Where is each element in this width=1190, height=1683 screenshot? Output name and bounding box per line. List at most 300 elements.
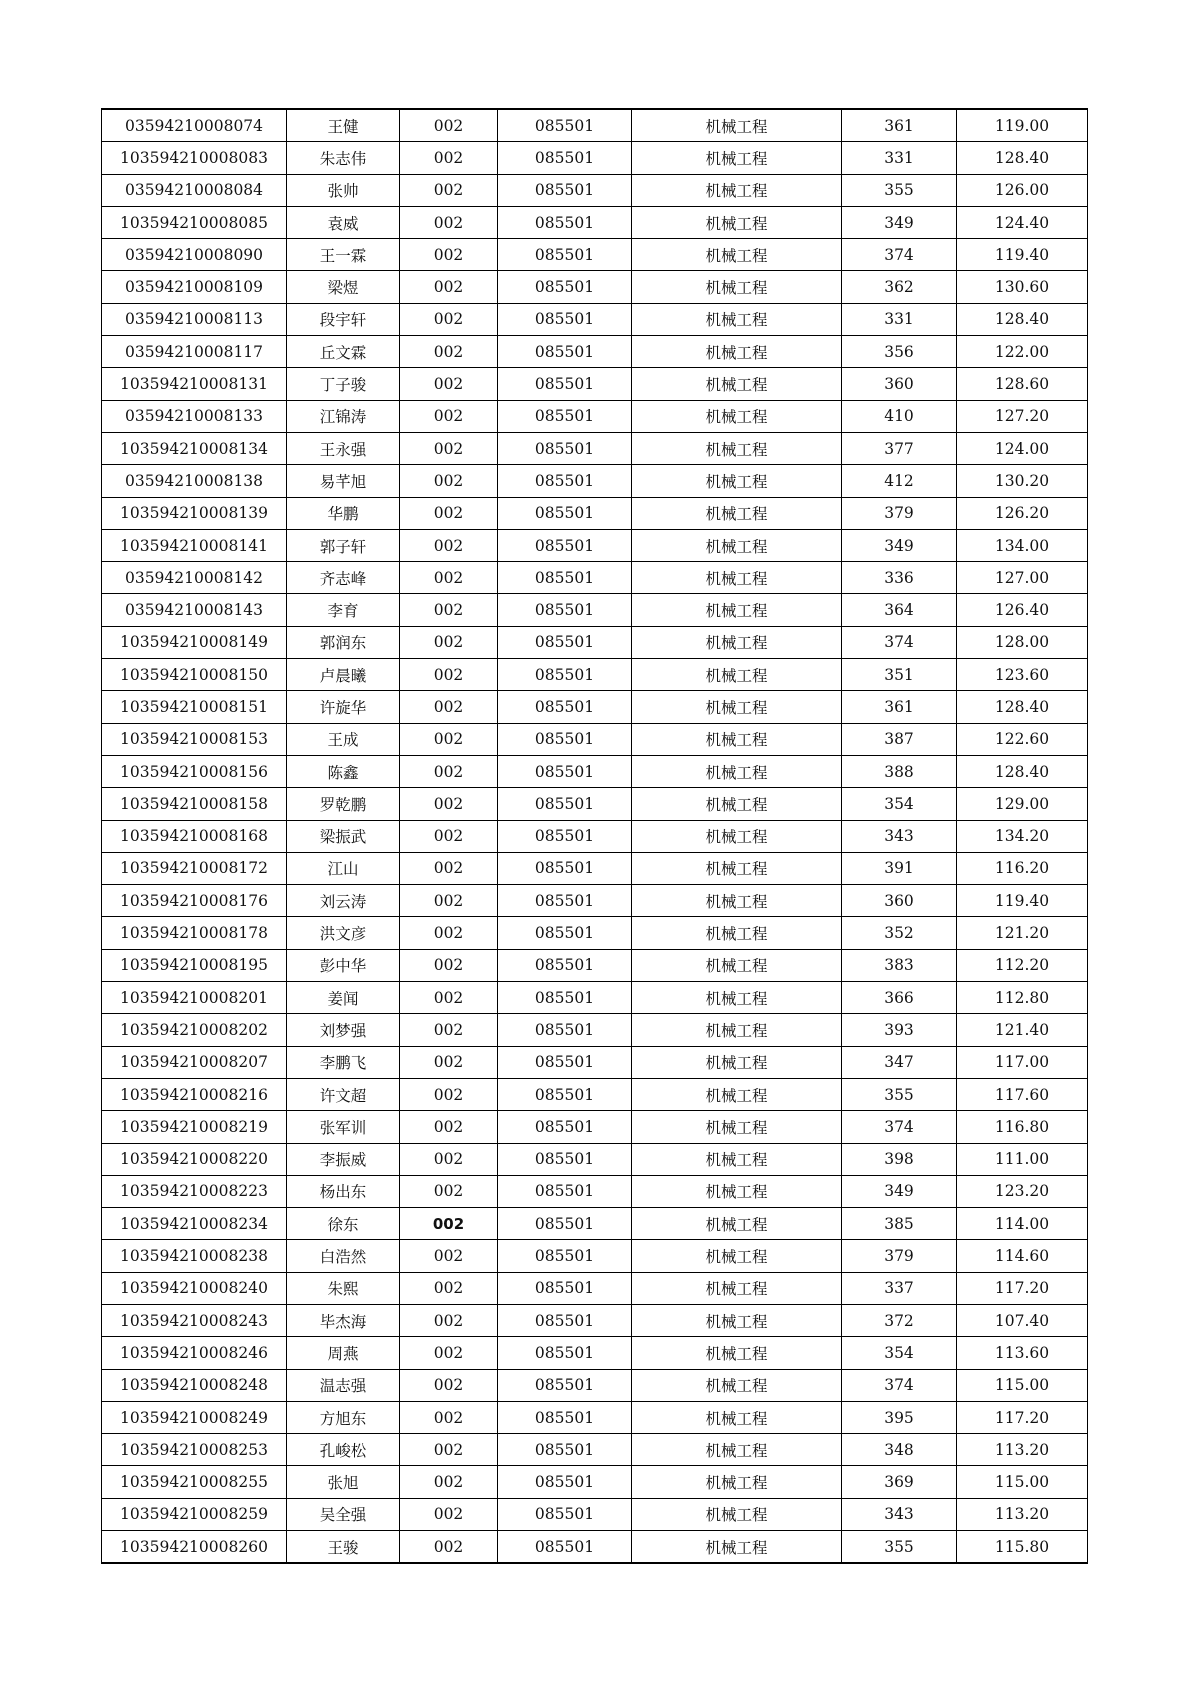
table-row xyxy=(102,271,1088,303)
score-cell: 348 xyxy=(842,1434,957,1466)
major-cell: 机械工程 xyxy=(632,303,842,335)
score-cell: 410 xyxy=(842,400,957,432)
table-row xyxy=(102,659,1088,691)
major-code-cell: 085501 xyxy=(498,1434,632,1466)
table-row xyxy=(102,626,1088,658)
table-row xyxy=(102,820,1088,852)
table-row xyxy=(102,1111,1088,1143)
candidate-id-cell: 103594210008085 xyxy=(102,206,287,238)
code-cell: 002 xyxy=(400,1369,498,1401)
code-cell: 002 xyxy=(400,109,498,142)
major-cell: 机械工程 xyxy=(632,1111,842,1143)
candidate-id-cell: 103594210008238 xyxy=(102,1240,287,1272)
score2-cell: 123.60 xyxy=(957,659,1088,691)
code-cell: 002 xyxy=(400,1272,498,1304)
name-cell: 朱熙 xyxy=(287,1272,400,1304)
code-cell: 002 xyxy=(400,1111,498,1143)
score-cell: 361 xyxy=(842,691,957,723)
code-cell: 002 xyxy=(400,788,498,820)
score-cell: 336 xyxy=(842,562,957,594)
major-cell: 机械工程 xyxy=(632,271,842,303)
table-row xyxy=(102,594,1088,626)
candidate-id-cell: 103594210008150 xyxy=(102,659,287,691)
score-cell: 331 xyxy=(842,142,957,174)
candidate-id-cell: 103594210008178 xyxy=(102,917,287,949)
major-cell: 机械工程 xyxy=(632,723,842,755)
score2-cell: 126.20 xyxy=(957,497,1088,529)
major-code-cell: 085501 xyxy=(498,432,632,464)
score-cell: 393 xyxy=(842,1014,957,1046)
major-code-cell: 085501 xyxy=(498,529,632,561)
major-cell: 机械工程 xyxy=(632,626,842,658)
major-code-cell: 085501 xyxy=(498,336,632,368)
table-row xyxy=(102,949,1088,981)
major-code-cell: 085501 xyxy=(498,1272,632,1304)
candidate-id-cell: 103594210008249 xyxy=(102,1401,287,1433)
major-code-cell: 085501 xyxy=(498,497,632,529)
major-cell: 机械工程 xyxy=(632,1078,842,1110)
score2-cell: 127.00 xyxy=(957,562,1088,594)
code-cell: 002 xyxy=(400,885,498,917)
name-cell: 姜闻 xyxy=(287,982,400,1014)
major-code-cell: 085501 xyxy=(498,1111,632,1143)
major-cell: 机械工程 xyxy=(632,239,842,271)
score-cell: 398 xyxy=(842,1143,957,1175)
score-cell: 374 xyxy=(842,1369,957,1401)
name-cell: 周燕 xyxy=(287,1337,400,1369)
score2-cell: 123.20 xyxy=(957,1175,1088,1207)
score2-cell: 126.40 xyxy=(957,594,1088,626)
name-cell: 陈鑫 xyxy=(287,755,400,787)
score2-cell: 119.40 xyxy=(957,239,1088,271)
major-cell: 机械工程 xyxy=(632,885,842,917)
major-cell: 机械工程 xyxy=(632,1272,842,1304)
candidate-id-cell: 03594210008074 xyxy=(102,109,287,142)
score-cell: 387 xyxy=(842,723,957,755)
major-code-cell: 085501 xyxy=(498,1143,632,1175)
major-cell: 机械工程 xyxy=(632,594,842,626)
major-code-cell: 085501 xyxy=(498,1401,632,1433)
table-row xyxy=(102,174,1088,206)
score-cell: 360 xyxy=(842,885,957,917)
code-cell: 002 xyxy=(400,1143,498,1175)
candidate-id-cell: 103594210008134 xyxy=(102,432,287,464)
code-cell: 002 xyxy=(400,1078,498,1110)
major-cell: 机械工程 xyxy=(632,206,842,238)
score-cell: 388 xyxy=(842,755,957,787)
major-cell: 机械工程 xyxy=(632,336,842,368)
code-cell: 002 xyxy=(400,336,498,368)
score-cell: 383 xyxy=(842,949,957,981)
score2-cell: 117.20 xyxy=(957,1401,1088,1433)
candidate-id-cell: 03594210008142 xyxy=(102,562,287,594)
score2-cell: 117.60 xyxy=(957,1078,1088,1110)
name-cell: 杨出东 xyxy=(287,1175,400,1207)
code-cell: 002 xyxy=(400,1401,498,1433)
score2-cell: 113.20 xyxy=(957,1434,1088,1466)
table-row xyxy=(102,1498,1088,1530)
table-row xyxy=(102,1240,1088,1272)
major-cell: 机械工程 xyxy=(632,788,842,820)
major-cell: 机械工程 xyxy=(632,497,842,529)
name-cell: 刘云涛 xyxy=(287,885,400,917)
name-cell: 李振威 xyxy=(287,1143,400,1175)
code-cell: 002 xyxy=(400,271,498,303)
name-cell: 王一霖 xyxy=(287,239,400,271)
name-cell: 王骏 xyxy=(287,1531,400,1564)
candidate-id-cell: 03594210008138 xyxy=(102,465,287,497)
major-code-cell: 085501 xyxy=(498,949,632,981)
candidate-id-cell: 103594210008223 xyxy=(102,1175,287,1207)
major-code-cell: 085501 xyxy=(498,788,632,820)
candidate-id-cell: 103594210008131 xyxy=(102,368,287,400)
candidate-id-cell: 103594210008149 xyxy=(102,626,287,658)
major-code-cell: 085501 xyxy=(498,206,632,238)
candidate-id-cell: 103594210008195 xyxy=(102,949,287,981)
score-cell: 412 xyxy=(842,465,957,497)
score-cell: 356 xyxy=(842,336,957,368)
major-cell: 机械工程 xyxy=(632,852,842,884)
score2-cell: 130.20 xyxy=(957,465,1088,497)
name-cell: 齐志峰 xyxy=(287,562,400,594)
code-cell: 002 xyxy=(400,400,498,432)
major-cell: 机械工程 xyxy=(632,659,842,691)
candidate-id-cell: 03594210008090 xyxy=(102,239,287,271)
score2-cell: 124.40 xyxy=(957,206,1088,238)
code-cell: 002 xyxy=(400,820,498,852)
candidate-id-cell: 103594210008201 xyxy=(102,982,287,1014)
score2-cell: 116.80 xyxy=(957,1111,1088,1143)
code-cell: 002 xyxy=(400,852,498,884)
name-cell: 温志强 xyxy=(287,1369,400,1401)
major-cell: 机械工程 xyxy=(632,529,842,561)
candidate-id-cell: 103594210008176 xyxy=(102,885,287,917)
score2-cell: 128.60 xyxy=(957,368,1088,400)
score-cell: 343 xyxy=(842,1498,957,1530)
major-cell: 机械工程 xyxy=(632,432,842,464)
table-row xyxy=(102,885,1088,917)
score2-cell: 128.40 xyxy=(957,303,1088,335)
major-cell: 机械工程 xyxy=(632,1143,842,1175)
candidate-id-cell: 103594210008141 xyxy=(102,529,287,561)
score2-cell: 107.40 xyxy=(957,1304,1088,1336)
major-code-cell: 085501 xyxy=(498,1208,632,1240)
table-row xyxy=(102,562,1088,594)
score-cell: 355 xyxy=(842,1531,957,1564)
major-code-cell: 085501 xyxy=(498,594,632,626)
score-cell: 391 xyxy=(842,852,957,884)
score2-cell: 116.20 xyxy=(957,852,1088,884)
table-row xyxy=(102,755,1088,787)
code-cell: 002 xyxy=(400,368,498,400)
major-cell: 机械工程 xyxy=(632,1014,842,1046)
score-cell: 366 xyxy=(842,982,957,1014)
code-cell: 002 xyxy=(400,982,498,1014)
major-code-cell: 085501 xyxy=(498,1498,632,1530)
major-code-cell: 085501 xyxy=(498,174,632,206)
candidate-id-cell: 103594210008255 xyxy=(102,1466,287,1498)
major-cell: 机械工程 xyxy=(632,1369,842,1401)
name-cell: 郭子轩 xyxy=(287,529,400,561)
code-cell: 002 xyxy=(400,659,498,691)
code-cell: 002 xyxy=(400,239,498,271)
table-row xyxy=(102,1337,1088,1369)
major-cell: 机械工程 xyxy=(632,1401,842,1433)
table-row xyxy=(102,852,1088,884)
major-cell: 机械工程 xyxy=(632,691,842,723)
candidate-id-cell: 103594210008234 xyxy=(102,1208,287,1240)
name-cell: 梁煜 xyxy=(287,271,400,303)
code-cell: 002 xyxy=(400,1498,498,1530)
table-row xyxy=(102,1466,1088,1498)
candidate-id-cell: 103594210008216 xyxy=(102,1078,287,1110)
candidate-id-cell: 103594210008219 xyxy=(102,1111,287,1143)
major-cell: 机械工程 xyxy=(632,1531,842,1564)
major-code-cell: 085501 xyxy=(498,1240,632,1272)
candidate-id-cell: 103594210008083 xyxy=(102,142,287,174)
score2-cell: 128.00 xyxy=(957,626,1088,658)
code-cell: 002 xyxy=(400,1466,498,1498)
code-cell: 002 xyxy=(400,1304,498,1336)
major-code-cell: 085501 xyxy=(498,1369,632,1401)
name-cell: 丁子骏 xyxy=(287,368,400,400)
score-cell: 374 xyxy=(842,626,957,658)
candidate-id-cell: 103594210008246 xyxy=(102,1337,287,1369)
major-cell: 机械工程 xyxy=(632,142,842,174)
score2-cell: 113.60 xyxy=(957,1337,1088,1369)
code-cell: 002 xyxy=(400,691,498,723)
score2-cell: 114.00 xyxy=(957,1208,1088,1240)
candidate-id-cell: 103594210008156 xyxy=(102,755,287,787)
score2-cell: 127.20 xyxy=(957,400,1088,432)
candidate-id-cell: 03594210008113 xyxy=(102,303,287,335)
name-cell: 张旭 xyxy=(287,1466,400,1498)
major-cell: 机械工程 xyxy=(632,1337,842,1369)
score-cell: 349 xyxy=(842,206,957,238)
code-cell: 002 xyxy=(400,432,498,464)
name-cell: 李育 xyxy=(287,594,400,626)
candidate-id-cell: 103594210008202 xyxy=(102,1014,287,1046)
name-cell: 江山 xyxy=(287,852,400,884)
name-cell: 郭润东 xyxy=(287,626,400,658)
score-cell: 369 xyxy=(842,1466,957,1498)
major-code-cell: 085501 xyxy=(498,1304,632,1336)
table-row xyxy=(102,206,1088,238)
table-row xyxy=(102,917,1088,949)
name-cell: 丘文霖 xyxy=(287,336,400,368)
score-cell: 377 xyxy=(842,432,957,464)
score2-cell: 122.00 xyxy=(957,336,1088,368)
score2-cell: 115.00 xyxy=(957,1369,1088,1401)
code-cell: 002 xyxy=(400,303,498,335)
candidate-id-cell: 103594210008253 xyxy=(102,1434,287,1466)
admission-score-table xyxy=(101,108,1088,1564)
name-cell: 华鹏 xyxy=(287,497,400,529)
name-cell: 徐东 xyxy=(287,1208,400,1240)
major-cell: 机械工程 xyxy=(632,1434,842,1466)
major-cell: 机械工程 xyxy=(632,1240,842,1272)
code-cell: 002 xyxy=(400,917,498,949)
table-row xyxy=(102,465,1088,497)
major-cell: 机械工程 xyxy=(632,368,842,400)
code-cell: 002 xyxy=(400,1337,498,1369)
table-row xyxy=(102,1143,1088,1175)
score-cell: 354 xyxy=(842,1337,957,1369)
code-cell: 002 xyxy=(400,529,498,561)
candidate-id-cell: 103594210008243 xyxy=(102,1304,287,1336)
name-cell: 方旭东 xyxy=(287,1401,400,1433)
table-row xyxy=(102,303,1088,335)
name-cell: 王永强 xyxy=(287,432,400,464)
major-cell: 机械工程 xyxy=(632,1466,842,1498)
major-code-cell: 085501 xyxy=(498,885,632,917)
table-row xyxy=(102,1434,1088,1466)
candidate-id-cell: 03594210008133 xyxy=(102,400,287,432)
table-row xyxy=(102,691,1088,723)
name-cell: 李鹏飞 xyxy=(287,1046,400,1078)
major-cell: 机械工程 xyxy=(632,174,842,206)
name-cell: 王成 xyxy=(287,723,400,755)
candidate-id-cell: 103594210008151 xyxy=(102,691,287,723)
code-cell: 002 xyxy=(400,594,498,626)
major-cell: 机械工程 xyxy=(632,820,842,852)
major-code-cell: 085501 xyxy=(498,142,632,174)
major-code-cell: 085501 xyxy=(498,852,632,884)
major-cell: 机械工程 xyxy=(632,755,842,787)
score2-cell: 119.40 xyxy=(957,885,1088,917)
table-row xyxy=(102,1531,1088,1564)
major-code-cell: 085501 xyxy=(498,271,632,303)
candidate-id-cell: 103594210008220 xyxy=(102,1143,287,1175)
code-cell: 002 xyxy=(400,1240,498,1272)
code-cell: 002 xyxy=(400,1175,498,1207)
score-cell: 360 xyxy=(842,368,957,400)
table-row xyxy=(102,432,1088,464)
table-body xyxy=(102,109,1088,1563)
candidate-id-cell: 03594210008084 xyxy=(102,174,287,206)
table-row xyxy=(102,1208,1088,1240)
code-cell: 002 xyxy=(400,142,498,174)
major-code-cell: 085501 xyxy=(498,755,632,787)
score-cell: 337 xyxy=(842,1272,957,1304)
score2-cell: 126.00 xyxy=(957,174,1088,206)
table-row xyxy=(102,982,1088,1014)
score2-cell: 134.20 xyxy=(957,820,1088,852)
name-cell: 袁威 xyxy=(287,206,400,238)
major-code-cell: 085501 xyxy=(498,562,632,594)
name-cell: 张帅 xyxy=(287,174,400,206)
major-cell: 机械工程 xyxy=(632,1175,842,1207)
score-cell: 355 xyxy=(842,174,957,206)
score-cell: 349 xyxy=(842,529,957,561)
score2-cell: 128.40 xyxy=(957,755,1088,787)
score-cell: 374 xyxy=(842,239,957,271)
name-cell: 孔峻松 xyxy=(287,1434,400,1466)
major-code-cell: 085501 xyxy=(498,368,632,400)
name-cell: 朱志伟 xyxy=(287,142,400,174)
major-code-cell: 085501 xyxy=(498,303,632,335)
table-row xyxy=(102,1078,1088,1110)
name-cell: 许旋华 xyxy=(287,691,400,723)
score2-cell: 117.20 xyxy=(957,1272,1088,1304)
table-row xyxy=(102,109,1088,142)
name-cell: 白浩然 xyxy=(287,1240,400,1272)
code-cell: 002 xyxy=(400,1046,498,1078)
table-row xyxy=(102,723,1088,755)
major-cell: 机械工程 xyxy=(632,982,842,1014)
name-cell: 吴全强 xyxy=(287,1498,400,1530)
score-cell: 352 xyxy=(842,917,957,949)
name-cell: 刘梦强 xyxy=(287,1014,400,1046)
major-code-cell: 085501 xyxy=(498,723,632,755)
score2-cell: 111.00 xyxy=(957,1143,1088,1175)
score-cell: 331 xyxy=(842,303,957,335)
candidate-id-cell: 103594210008168 xyxy=(102,820,287,852)
score2-cell: 112.20 xyxy=(957,949,1088,981)
code-cell: 002 xyxy=(400,1014,498,1046)
major-cell: 机械工程 xyxy=(632,1046,842,1078)
major-cell: 机械工程 xyxy=(632,917,842,949)
candidate-id-cell: 103594210008248 xyxy=(102,1369,287,1401)
score2-cell: 115.80 xyxy=(957,1531,1088,1564)
name-cell: 段宇轩 xyxy=(287,303,400,335)
score2-cell: 114.60 xyxy=(957,1240,1088,1272)
major-cell: 机械工程 xyxy=(632,1498,842,1530)
major-code-cell: 085501 xyxy=(498,400,632,432)
table-row xyxy=(102,497,1088,529)
candidate-id-cell: 103594210008172 xyxy=(102,852,287,884)
name-cell: 洪文彦 xyxy=(287,917,400,949)
score2-cell: 113.20 xyxy=(957,1498,1088,1530)
score-cell: 354 xyxy=(842,788,957,820)
code-cell: 002 xyxy=(400,562,498,594)
candidate-id-cell: 03594210008109 xyxy=(102,271,287,303)
table-row xyxy=(102,1175,1088,1207)
name-cell: 江锦涛 xyxy=(287,400,400,432)
table-row xyxy=(102,1401,1088,1433)
major-code-cell: 085501 xyxy=(498,1014,632,1046)
table-row xyxy=(102,1014,1088,1046)
major-cell: 机械工程 xyxy=(632,1208,842,1240)
score2-cell: 117.00 xyxy=(957,1046,1088,1078)
major-code-cell: 085501 xyxy=(498,1466,632,1498)
candidate-id-cell: 103594210008207 xyxy=(102,1046,287,1078)
major-code-cell: 085501 xyxy=(498,1531,632,1564)
name-cell: 卢晨曦 xyxy=(287,659,400,691)
code-cell: 002 xyxy=(400,1531,498,1564)
table-row xyxy=(102,400,1088,432)
major-cell: 机械工程 xyxy=(632,1304,842,1336)
name-cell: 张军训 xyxy=(287,1111,400,1143)
table-row xyxy=(102,1369,1088,1401)
candidate-id-cell: 103594210008259 xyxy=(102,1498,287,1530)
score-cell: 372 xyxy=(842,1304,957,1336)
score2-cell: 124.00 xyxy=(957,432,1088,464)
score2-cell: 122.60 xyxy=(957,723,1088,755)
score2-cell: 121.20 xyxy=(957,917,1088,949)
major-code-cell: 085501 xyxy=(498,626,632,658)
table-row xyxy=(102,1046,1088,1078)
name-cell: 梁振武 xyxy=(287,820,400,852)
name-cell: 罗乾鹏 xyxy=(287,788,400,820)
score2-cell: 121.40 xyxy=(957,1014,1088,1046)
score-cell: 379 xyxy=(842,1240,957,1272)
major-code-cell: 085501 xyxy=(498,691,632,723)
score-cell: 379 xyxy=(842,497,957,529)
major-cell: 机械工程 xyxy=(632,109,842,142)
major-code-cell: 085501 xyxy=(498,820,632,852)
table-row xyxy=(102,239,1088,271)
